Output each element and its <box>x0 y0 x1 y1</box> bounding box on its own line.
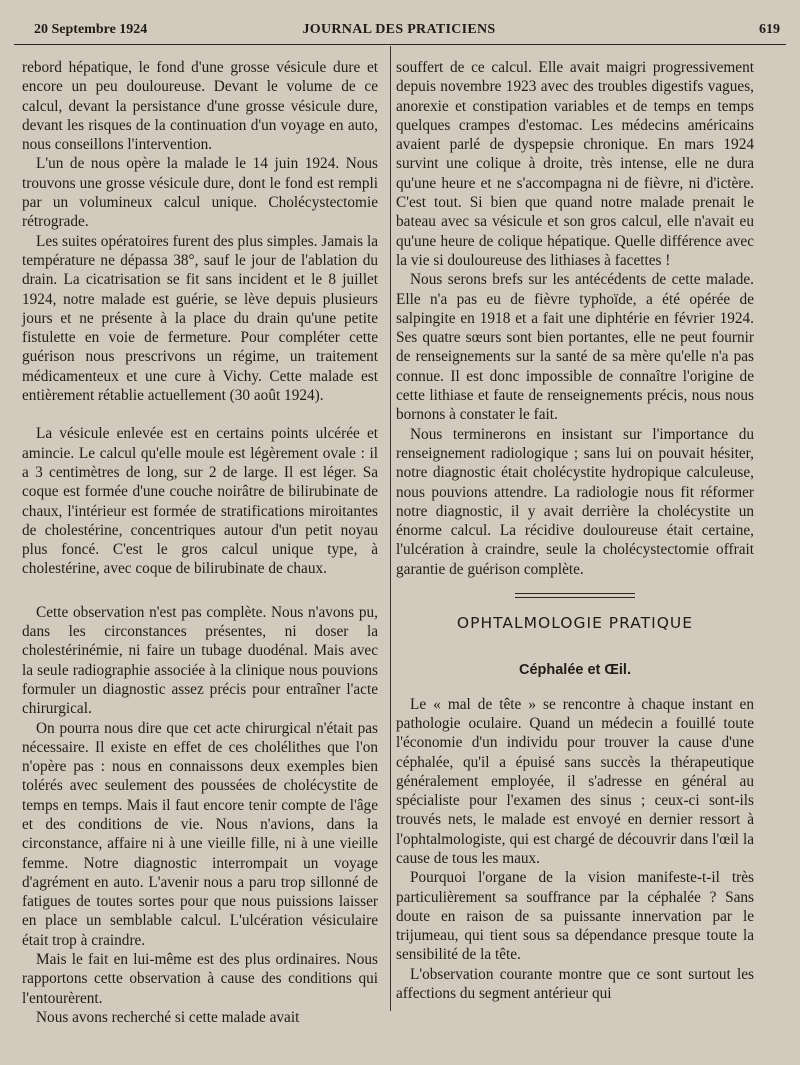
page-number: 619 <box>759 22 780 37</box>
paragraph: Cette observation n'est pas complète. Nous n'avons pu, dans les circonstances présentes, ni doser la cholestérinémie, ni faire un tubage duodénal. Mais avec la seule radiographie associée à la clinique nous pouvions formuler un diagnostic assez précis pour entraîner l'acte chirurgical. <box>22 603 378 718</box>
paragraph: Nous serons brefs sur les antécédents de cette malade. Elle n'a pas eu de fièvre typhoïde, a été opérée de salpingite en 1918 et a fait une diphtérie en février 1924. Ses quatre sœurs sont bien portantes, elle ne peut fournir de renseignements sur la santé de sa mère qu'elle n'a pas connue. Il est donc impossible de connaître l'origine de cette lithiase et faute de renseignements précis, nous nous bornons à constater le fait. <box>396 271 754 424</box>
paragraph: L'observation courante montre que ce sont surtout les affections du segment antérieur qui <box>396 965 754 1003</box>
paragraph: souffert de ce calcul. Elle avait maigri progressivement depuis novembre 1923 avec des troubles digestifs vagues, anorexie et constipation variables et de temps en temps quelques crampes d'estomac. Les médecins américains avaient parlé de dyspepsie chronique. En mars 1924 survint une colique à droite, très intense, elle ne dura qu'une heure et ne s'accompagna ni de fièvre, ni d'ictère. C'est tout. Si bien que quand notre malade prenait le bateau avec sa vésicule et son gros calcul, elle n'avait eu qu'une heure de colique hépatique. Quelle différence avec la vie si douloureuse des lithiases à facettes ! <box>396 59 754 269</box>
paragraph: Les suites opératoires furent des plus simples. Jamais la température ne dépassa 38°, sauf le jour de l'ablation du drain. La cicatrisation se fit sans incident et le 8 juillet 1924, notre malade est guérie, se lève depuis plusieurs jours et ne présente à la place du drain qu'une petite fistulette en voie de fermeture. Pour compléter cette guérison nous prescrivons un régime, un traitement médicamenteux et une cure à Vichy. Cette malade est entièrement rétablie actuellement (30 août 1924). <box>22 232 378 405</box>
journal-title: JOURNAL DES PRATICIENS <box>302 22 496 37</box>
subsection-title: Céphalée et Œil. <box>518 662 631 679</box>
paragraph: Mais le fait en lui-même est des plus ordinaires. Nous rapportons cette observation à cause des conditions qui l'entourèrent. <box>22 951 378 1007</box>
paragraph: On pourra nous dire que cet acte chirurgical n'était pas nécessaire. Il existe en effet de ces cholélithes que l'on n'opère pas : nous en connaissons deux exemples bien tolérés avec seulement des poussées de cholécystite de temps en temps. Mais il faut encore tenir compte de l'âge et des conditions de vie. Nous n'avions, dans la circonstance, affaire ni à une vieille fille, ni à une vieille femme. Notre diagnostic interrompait un voyage d'agrément en auto. L'avenir nous a paru trop sillonné de fatigues de toutes sortes pour que nous puissions laisser en place un semblable calcul. L'ulcération vésiculaire était trop à craindre. <box>22 719 378 949</box>
paragraph: La vésicule enlevée est en certains points ulcérée et amincie. Le calcul qu'elle moule est légèrement ovale : il a 3 centimètres de long, sur 2 de large. Il est léger. Sa coque est formée d'une couche noirâtre de bilirubinate de chaux, l'intérieur est formée de stratifications miroitantes de cholestérine, concentriques autour d'un petit noyau plus foncé. C'est le gros calcul unique type, à cholestérine, avec coque de bilirubinate de chaux. <box>22 425 378 578</box>
page-header <box>18 22 780 42</box>
section-divider <box>515 593 635 598</box>
header-date: 20 Septembre 1924 <box>34 22 148 37</box>
right-column <box>396 58 754 1003</box>
paragraph: Pourquoi l'organe de la vision manifeste-t-il très particulièrement sa souffrance par la céphalée ? Sans doute en raison de sa puissante innervation par le trijumeau, qui tient sous sa dépendance presque toute la sensibilité de la tête. <box>396 869 754 964</box>
paragraph: rebord hépatique, le fond d'une grosse vésicule dure et encore un peu douloureuse. Devant le volume de ce calcul, devant la persistance d'une grosse vésicule dure, devant les risques de la continuation d'un voyage en auto, nous conseillons l'intervention. <box>22 59 378 154</box>
header-rule <box>14 44 786 45</box>
paragraph: Le « mal de tête » se rencontre à chaque instant en pathologie oculaire. Quand un médecin a fouillé toute l'économie d'un individu pour trouver la cause d'une céphalée, qu'il a épuisé sans succès la thérapeutique généralement employée, il s'adresse en général au spécialiste pour l'examen des sinus ; ceux-ci sont-ils trouvés nets, le malade est envoyé en dernier ressort à l'ophtalmologiste, qui est chargé de découvrir dans l'œil la cause de tous les maux. <box>396 695 754 867</box>
column-divider <box>390 46 391 1011</box>
section-title: OPHTALMOLOGIE PRATIQUE <box>456 614 694 633</box>
paragraph: L'un de nous opère la malade le 14 juin 1924. Nous trouvons une grosse vésicule dure, dont le fond est rempli par un volumineux calcul unique. Cholécystectomie rétrograde. <box>22 155 378 231</box>
paragraph: Nous avons recherché si cette malade avait <box>36 1008 300 1026</box>
left-column <box>22 58 378 1027</box>
paragraph: Nous terminerons en insistant sur l'importance du renseignement radiologique ; sans lui on pouvait hésiter, notre diagnostic était cholécystite hydropique calculeuse, nous pouvions attendre. La radiologie nous fit réformer notre diagnostic, il y avait derrière la cholécystite un énorme calcul. La récidive douloureuse était certaine, l'ulcération à craindre, seule la cholécystectomie offrait garantie de guérison complète. <box>396 425 754 578</box>
